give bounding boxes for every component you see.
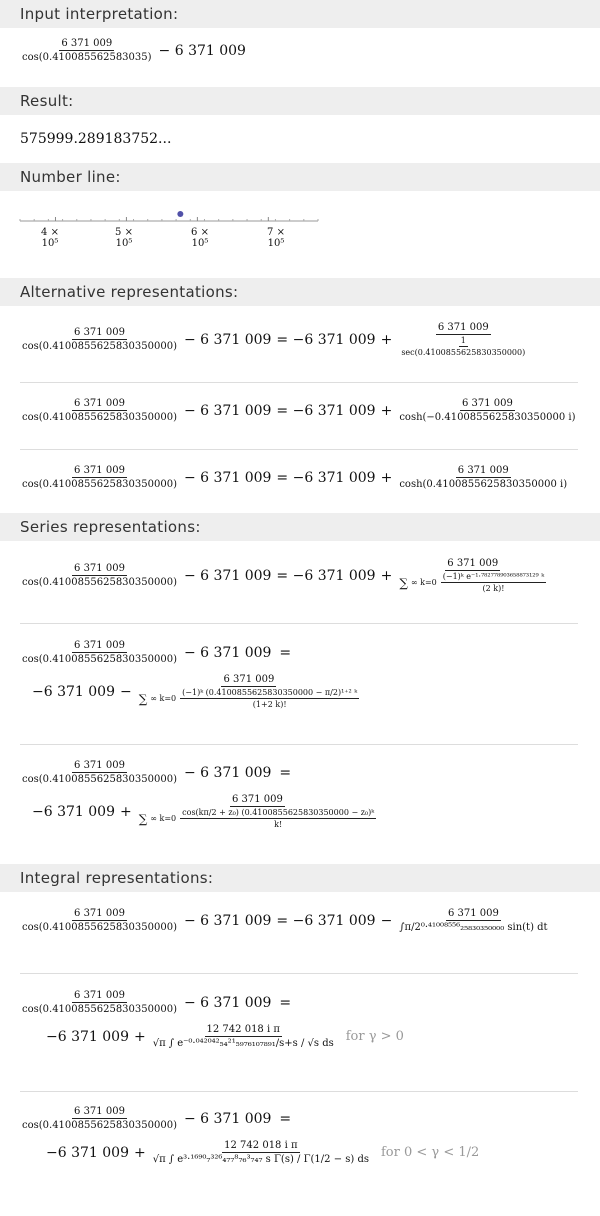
series-rep-1	[20, 558, 548, 593]
denominator: cos(0.4100855625830350000)	[22, 1120, 177, 1131]
sum-denominator	[137, 687, 361, 709]
sum-limits: ∞ k=0	[150, 694, 177, 703]
sum-symbol: ∑	[138, 691, 148, 706]
section-header-result: Result:	[0, 87, 600, 115]
lhs-fraction	[20, 1106, 179, 1131]
denominator: cos(0.4100855625830350000)	[22, 412, 177, 423]
tick-label-7e5: 7 × 10⁵	[267, 227, 285, 249]
plus-sign: +	[380, 331, 393, 348]
equals-sign: =	[279, 764, 292, 781]
numerator: 6 371 009	[223, 674, 275, 685]
integral-rep-2-rhs	[46, 1024, 404, 1049]
input-fraction	[20, 38, 154, 63]
numerator: 6 371 009	[437, 322, 489, 333]
series-rep-3-lhs	[20, 760, 291, 785]
numerator: 6 371 009	[461, 398, 513, 409]
integral-rep-3-rhs	[46, 1140, 479, 1165]
divider	[20, 449, 578, 450]
denominator: cos(0.4100855625830350000)	[22, 1004, 177, 1015]
one: 1	[460, 336, 466, 345]
sum-limits: ∞ k=0	[410, 578, 437, 587]
numerator: 6 371 009	[74, 1106, 125, 1117]
numerator: 6 371 009	[74, 908, 125, 919]
minus-constant: − 6 371 009	[183, 764, 272, 781]
alt-rep-1	[20, 322, 529, 357]
numerator: 6 371 009	[74, 990, 125, 1001]
numerator: 6 371 009	[74, 760, 125, 771]
series-rep-2-rhs	[32, 674, 361, 709]
section-header-numberline: Number line:	[0, 163, 600, 191]
plus-sign: +	[380, 567, 393, 584]
lhs-fraction	[20, 760, 179, 785]
condition: for γ > 0	[345, 1029, 404, 1044]
plus-sign: +	[133, 1028, 146, 1045]
eq-neg-constant: = −6 371 009	[276, 331, 376, 348]
numerator: 6 371 009	[447, 558, 499, 569]
eq-neg-constant: = −6 371 009	[276, 567, 376, 584]
denominator: cos(0.410085562583035)	[22, 52, 152, 63]
divider	[20, 623, 578, 624]
minus-constant: − 6 371 009	[183, 994, 272, 1011]
minus-constant: − 6 371 009	[183, 912, 272, 929]
plus-sign: +	[380, 402, 393, 419]
sec-expression: sec(0.4100855625830350000)	[401, 348, 526, 357]
minus-constant: − 6 371 009	[183, 331, 272, 348]
series-rep-3-rhs	[32, 794, 378, 829]
rhs-denominator	[397, 335, 529, 357]
integral-numerator: 12 742 018 i π	[224, 1140, 298, 1151]
neg-constant: −6 371 009	[46, 1028, 129, 1045]
minus-constant: − 6 371 009	[183, 1110, 272, 1127]
numerator: 6 371 009	[457, 465, 509, 476]
denominator: cos(0.4100855625830350000)	[22, 654, 177, 665]
alt-rep-2	[20, 398, 578, 423]
sum-denominator	[137, 807, 378, 829]
series-term	[180, 808, 376, 829]
denominator: cos(0.4100855625830350000)	[22, 341, 177, 352]
divider	[20, 744, 578, 745]
rhs-fraction	[151, 1140, 371, 1165]
minus-constant: − 6 371 009	[183, 402, 272, 419]
rhs-fraction	[137, 674, 361, 709]
denominator: cos(0.4100855625830350000)	[22, 922, 177, 933]
term-denominator: k!	[274, 820, 283, 829]
minus-constant: − 6 371 009	[183, 644, 272, 661]
minus-constant: − 6 371 009	[183, 567, 272, 584]
section-header-input: Input interpretation:	[0, 0, 600, 28]
numerator: 6 371 009	[74, 465, 125, 476]
divider	[20, 382, 578, 383]
neg-constant: −6 371 009	[32, 803, 115, 820]
lhs-fraction	[20, 563, 179, 588]
denominator: cos(0.4100855625830350000)	[22, 774, 177, 785]
sum-denominator	[397, 571, 548, 593]
plus-sign: +	[133, 1144, 146, 1161]
rhs-fraction	[397, 398, 577, 423]
numerator: 6 371 009	[448, 908, 499, 919]
equals-sign: =	[279, 644, 292, 661]
equals-sign: =	[279, 994, 292, 1011]
plus-sign: +	[380, 469, 393, 486]
term-numerator: (−1)ᵏ (0.4100855625830350000 − π/2)¹⁺² ᵏ	[182, 688, 358, 697]
minus-constant: − 6 371 009	[158, 42, 246, 59]
term-numerator: cos(kπ/2 + z₀) (0.4100855625830350000 − z₀)ᵏ	[182, 808, 375, 817]
integral-rep-2-lhs	[20, 990, 291, 1015]
plus-sign: +	[119, 803, 132, 820]
minus-sign: −	[380, 912, 393, 929]
section-header-integral: Integral representations:	[0, 864, 600, 892]
term-numerator: (−1)ᵏ e⁻¹·⁷⁸²⁷⁷⁸⁹⁰³⁶⁵⁸⁸⁷³¹²⁹ ᵏ	[442, 572, 545, 581]
integral-denominator: ∫π/2⁰·⁴¹⁰⁰⁸⁵⁵⁶₂₅₈₃₀₃₅₀₀₀₀ sin(t) dt	[399, 922, 548, 933]
lhs-fraction	[20, 398, 179, 423]
integral-denominator: √π ∫ e³·¹⁶⁹⁰₇³²⁶₄₇₇⁸₇₆³₇₄₇ s Γ(s) / Γ(1/2 − s) ds	[152, 1154, 369, 1165]
rhs-fraction	[137, 794, 378, 829]
neg-constant: −6 371 009	[46, 1144, 129, 1161]
neg-constant: −6 371 009	[32, 683, 115, 700]
cosh-expression: cosh(−0.4100855625830350000 i)	[399, 412, 576, 423]
cosh-expression: cosh(0.4100855625830350000 i)	[399, 479, 568, 490]
tick-label-6e5: 6 × 10⁵	[191, 227, 209, 249]
result-value: 575999.289183752...	[20, 131, 172, 147]
section-header-alternative: Alternative representations:	[0, 278, 600, 306]
numerator: 6 371 009	[231, 794, 283, 805]
divider	[20, 1091, 578, 1092]
input-expression	[20, 38, 246, 63]
series-rep-2-lhs	[20, 640, 291, 665]
integral-rep-1	[20, 908, 550, 933]
denominator: cos(0.4100855625830350000)	[22, 479, 177, 490]
series-term	[180, 688, 359, 709]
divider	[20, 973, 578, 974]
lhs-fraction	[20, 640, 179, 665]
eq-neg-constant: = −6 371 009	[276, 402, 376, 419]
number-line-point	[177, 211, 183, 217]
rhs-fraction	[397, 322, 529, 357]
term-denominator: (2 k)!	[482, 584, 505, 593]
tick-label-4e5: 4 × 10⁵	[41, 227, 59, 249]
rhs-fraction	[397, 908, 549, 933]
alt-rep-3	[20, 465, 569, 490]
numerator: 6 371 009	[74, 398, 125, 409]
sum-limits: ∞ k=0	[150, 814, 177, 823]
denominator: cos(0.4100855625830350000)	[22, 577, 177, 588]
numerator: 6 371 009	[61, 38, 113, 49]
rhs-fraction	[397, 558, 548, 593]
lhs-fraction	[20, 990, 179, 1015]
eq-neg-constant: = −6 371 009	[276, 912, 376, 929]
lhs-fraction	[20, 327, 179, 352]
integral-numerator: 12 742 018 i π	[206, 1024, 280, 1035]
equals-sign: =	[279, 1110, 292, 1127]
numerator: 6 371 009	[74, 563, 125, 574]
numerator: 6 371 009	[74, 640, 125, 651]
section-header-series: Series representations:	[0, 513, 600, 541]
minus-sign: −	[119, 683, 132, 700]
rhs-fraction	[151, 1024, 336, 1049]
sum-symbol: ∑	[138, 811, 148, 826]
minus-constant: − 6 371 009	[183, 469, 272, 486]
eq-neg-constant: = −6 371 009	[276, 469, 376, 486]
series-term	[441, 572, 546, 593]
numerator: 6 371 009	[74, 327, 125, 338]
integral-denominator: √π ∫ e⁻⁰·⁰⁴²⁰⁴²₅₄²¹₅₉₇₆₁₀₇₈₉₁/s+s / √s ds	[152, 1038, 334, 1049]
condition: for 0 < γ < 1/2	[381, 1145, 480, 1160]
lhs-fraction	[20, 465, 179, 490]
term-denominator: (1+2 k)!	[252, 700, 287, 709]
lhs-fraction	[20, 908, 179, 933]
tick-label-5e5: 5 × 10⁵	[115, 227, 133, 249]
one-over-sec	[399, 336, 527, 357]
rhs-fraction	[397, 465, 569, 490]
integral-rep-3-lhs	[20, 1106, 291, 1131]
sum-symbol: ∑	[399, 575, 408, 590]
